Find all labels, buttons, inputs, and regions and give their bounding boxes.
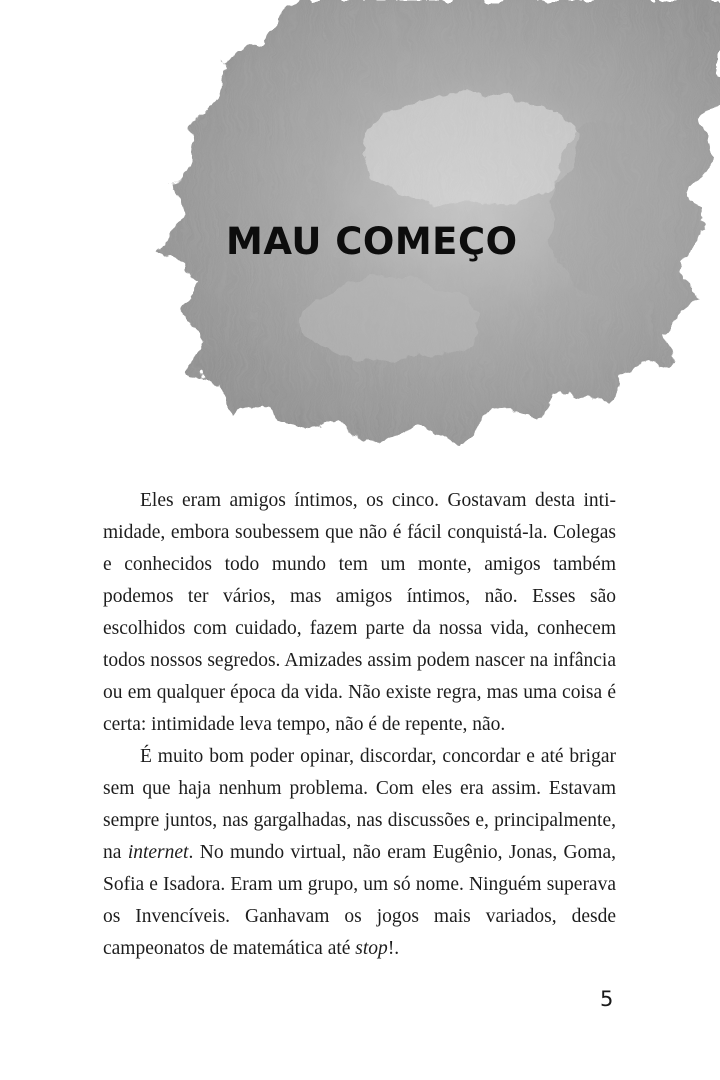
paragraph [103,741,616,965]
paragraph-text: !. [387,938,400,959]
paragraph [103,485,616,741]
paragraph-text: Eles eram amigos íntimos, os cinco. Gostavam desta intimidade, embora soubessem que não é fácil conquistá-la. Colegas e conhecidos todo mundo tem um monte, amigos também podemos ter vários, mas amigos íntimos, não. Esses são escolhidos com cuidado, fazem parte da nossa vida, conhecem todos nossos segredos. Amizades assim podem nascer na infância ou em qualquer época da vida. Não existe regra, mas uma coisa é certa: intimidade leva tempo, não é de repente, não. [103,490,616,735]
italic-term: internet [127,842,189,863]
chapter-body [103,485,616,965]
paragraph-text: É muito bom poder opinar, discordar, concordar e até brigar sem que haja nenhum problema. Com eles era assim. Estavam sempre juntos, nas gargalhadas, nas discussões e, principalmente, na [103,746,616,863]
italic-term: stop [355,938,388,959]
paragraph-text: . No mundo virtual, não eram Eugênio, Jonas, Goma, Sofia e Isadora. Eram um grupo, um só nome. Ninguém superava os Invencíveis. Ganhavam os jogos mais variados, desde campeonatos de matemática até [103,842,617,959]
page-number: 5 [600,987,614,1011]
chapter-title: MAU COMEÇO [226,220,518,263]
